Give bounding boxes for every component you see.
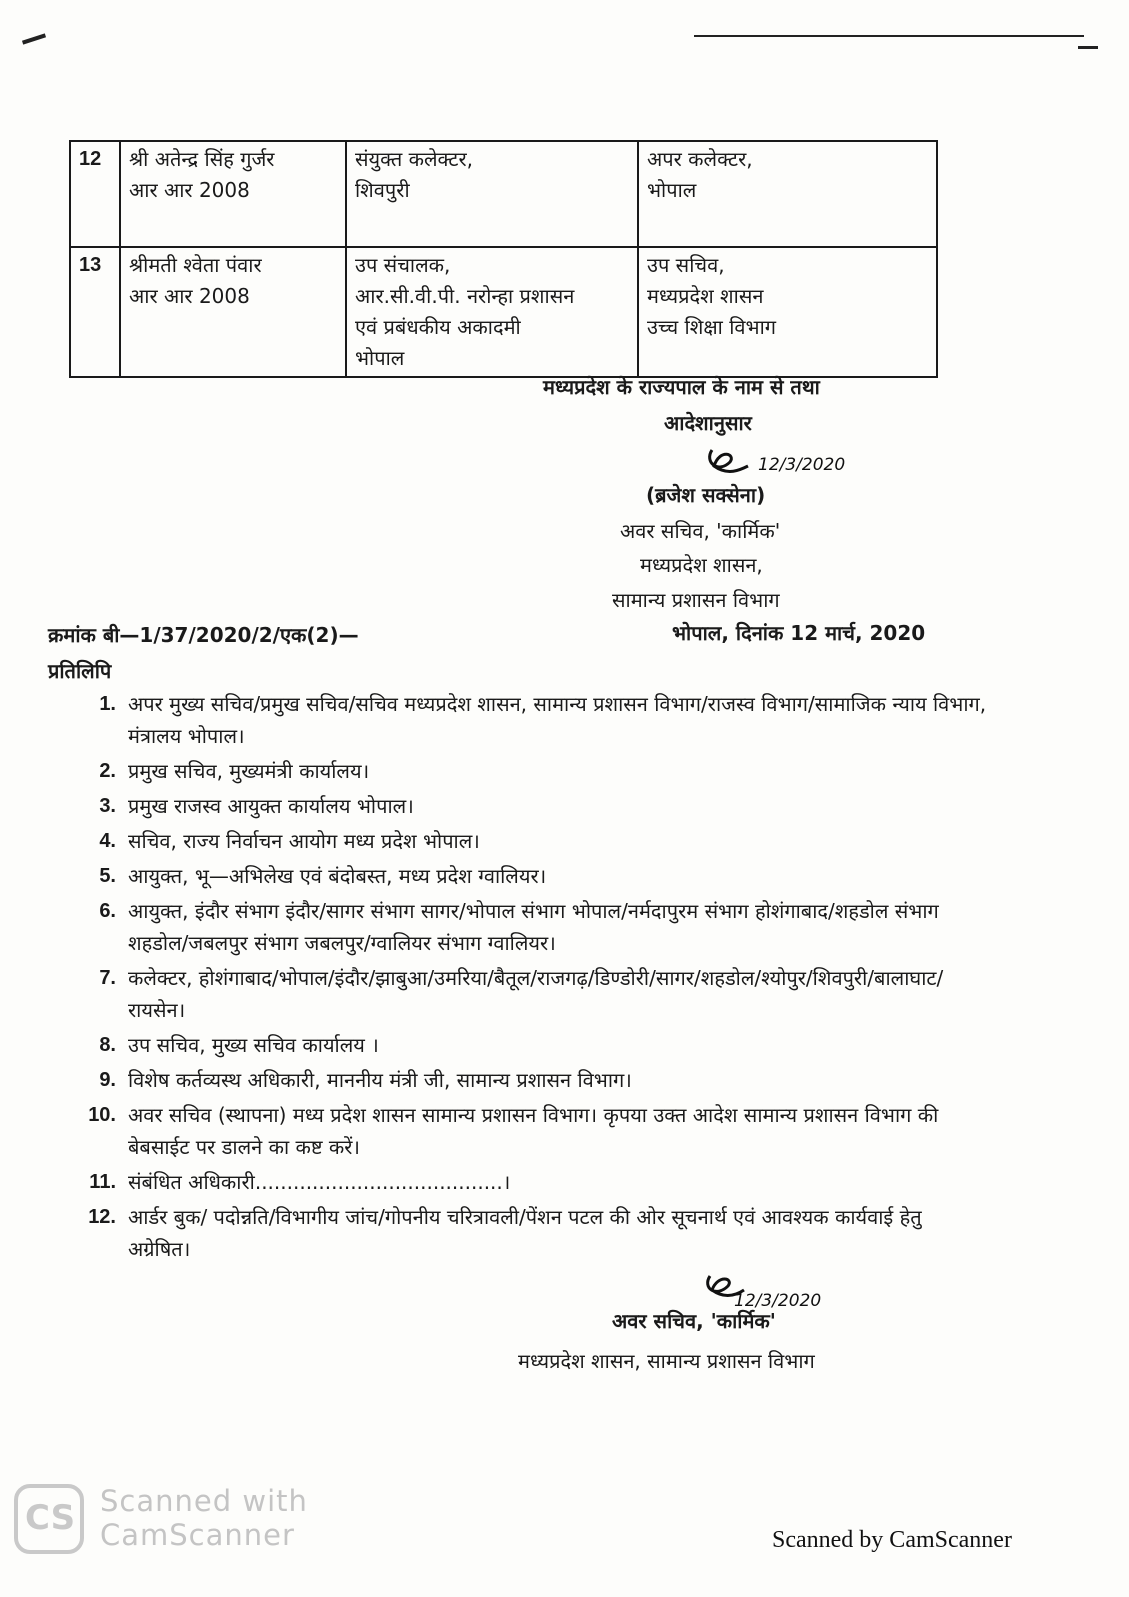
current-post xyxy=(346,141,638,247)
serial-number: 12 xyxy=(70,141,120,247)
copy-heading: प्रतिलिपि xyxy=(48,659,112,683)
list-item-text: आयुक्त, भू—अभिलेख एवं बंदोबस्त, मध्य प्रदेश ग्वालियर। xyxy=(128,864,547,888)
transfer-table xyxy=(69,140,938,378)
closing-designation: अवर सचिव, 'कार्मिक' xyxy=(612,1309,776,1333)
signature-image xyxy=(700,1262,850,1312)
signatory-department: सामान्य प्रशासन विभाग xyxy=(612,588,780,612)
list-item xyxy=(70,688,990,752)
list-item xyxy=(70,860,990,892)
list-item-number: 4. xyxy=(99,830,116,852)
table-row xyxy=(70,141,937,247)
current-post-line: शिवपुरी xyxy=(355,178,410,202)
watermark-line: Scanned with xyxy=(100,1484,308,1518)
signatory-government: मध्यप्रदेश शासन, xyxy=(640,553,763,577)
new-post-line: भोपाल xyxy=(647,178,697,202)
list-item-number: 10. xyxy=(88,1104,116,1126)
current-post-line: संयुक्त कलेक्टर, xyxy=(355,147,474,171)
officer-name xyxy=(120,247,346,377)
camscanner-logo-text: CS xyxy=(25,1498,76,1538)
table-row xyxy=(70,247,937,377)
officer-name-line: श्रीमती श्वेता पंवार xyxy=(129,253,262,277)
current-post-line: उप संचालक, xyxy=(355,253,451,277)
list-item-text: उप सचिव, मुख्य सचिव कार्यालय । xyxy=(128,1033,379,1057)
officer-name xyxy=(120,141,346,247)
list-item-text: संबंधित अधिकारी.......................................। xyxy=(128,1170,511,1194)
list-item xyxy=(70,1064,990,1096)
list-item xyxy=(70,962,990,1026)
list-item-number: 9. xyxy=(99,1069,116,1091)
list-item-text: प्रमुख सचिव, मुख्यमंत्री कार्यालय। xyxy=(128,759,370,783)
current-post-line: एवं प्रबंधकीय अकादमी xyxy=(355,315,521,339)
current-post-line: भोपाल xyxy=(355,346,405,370)
list-item-number: 3. xyxy=(99,795,116,817)
list-item-text: अपर मुख्य सचिव/प्रमुख सचिव/सचिव मध्यप्रदेश शासन, सामान्य प्रशासन विभाग/राजस्व विभाग/सामाजिक न्याय विभाग, मंत्रालय भोपाल। xyxy=(128,692,987,748)
copy-list xyxy=(70,688,990,1268)
list-item-text: कलेक्टर, होशंगाबाद/भोपाल/इंदौर/झाबुआ/उमरिया/बैतूल/राजगढ़/डिण्डोरी/सागर/शहडोल/श्योपुर/शिवपुरी/बालाघाट/रायसेन। xyxy=(128,966,944,1022)
list-item xyxy=(70,1166,990,1198)
list-item-number: 12. xyxy=(88,1206,116,1228)
officer-name-line: श्री अतेन्द्र सिंह गुर्जर xyxy=(129,147,275,171)
list-item-number: 8. xyxy=(99,1034,116,1056)
list-item-text: सचिव, राज्य निर्वाचन आयोग मध्य प्रदेश भोपाल। xyxy=(128,829,480,853)
signature-date: 12/3/2020 xyxy=(758,455,846,475)
reference-place-date: भोपाल, दिनांक 12 मार्च, 2020 xyxy=(672,621,926,645)
scan-mark-topright xyxy=(1078,46,1098,49)
reference-number: क्रमांक बी—1/37/2020/2/एक(2)— xyxy=(48,623,359,647)
authority-line: मध्यप्रदेश के राज्यपाल के नाम से तथा xyxy=(543,375,820,399)
list-item xyxy=(70,825,990,857)
new-post-line: उच्च शिक्षा विभाग xyxy=(647,315,777,339)
authority-line: आदेशानुसार xyxy=(664,411,752,435)
list-item-number: 1. xyxy=(99,693,116,715)
list-item-text: अवर सचिव (स्थापना) मध्य प्रदेश शासन सामान्य प्रशासन विभाग। कृपया उक्त आदेश सामान्य प्रशासन विभाग की बेबसाईट पर डालने का कष्ट करें। xyxy=(128,1103,939,1159)
list-item-number: 2. xyxy=(99,760,116,782)
new-post-line: मध्यप्रदेश शासन xyxy=(647,284,764,308)
camscanner-watermark xyxy=(100,1484,308,1552)
watermark-line: CamScanner xyxy=(100,1518,295,1552)
scan-mark-topleft xyxy=(22,33,46,44)
list-item-number: 7. xyxy=(99,967,116,989)
new-post-line: उप सचिव, xyxy=(647,253,725,277)
scan-line-top xyxy=(694,35,1084,37)
camscanner-footer: Scanned by CamScanner xyxy=(772,1527,1012,1553)
closing-department: मध्यप्रदेश शासन, सामान्य प्रशासन विभाग xyxy=(518,1349,815,1373)
new-post-line: अपर कलेक्टर, xyxy=(647,147,753,171)
list-item-number: 11. xyxy=(89,1171,116,1193)
list-item-text: आर्डर बुक/ पदोन्नति/विभागीय जांच/गोपनीय चरित्रावली/पेंशन पटल की ओर सूचनार्थ एवं आवश्यक कार्यवाई हेतु अग्रेषित। xyxy=(128,1205,922,1261)
list-item-text: आयुक्त, इंदौर संभाग इंदौर/सागर संभाग सागर/भोपाल संभाग भोपाल/नर्मदापुरम संभाग होशंगाबाद/शहडोल संभाग शहडोल/जबलपुर संभाग जबलपुर/ग्वालियर संभाग ग्वालियर। xyxy=(128,899,939,955)
list-item xyxy=(70,755,990,787)
list-item xyxy=(70,1201,990,1265)
list-item xyxy=(70,895,990,959)
current-post xyxy=(346,247,638,377)
officer-batch-line: आर आर 2008 xyxy=(129,284,250,308)
list-item xyxy=(70,1099,990,1163)
new-post xyxy=(638,247,937,377)
current-post-line: आर.सी.वी.पी. नरोन्हा प्रशासन xyxy=(355,284,575,308)
officer-batch-line: आर आर 2008 xyxy=(129,178,250,202)
camscanner-logo xyxy=(14,1484,84,1554)
list-item-number: 6. xyxy=(99,900,116,922)
list-item xyxy=(70,1029,990,1061)
serial-number: 13 xyxy=(70,247,120,377)
signatory-name: (ब्रजेश सक्सेना) xyxy=(646,483,766,507)
signatory-designation: अवर सचिव, 'कार्मिक' xyxy=(620,519,781,543)
list-item-text: प्रमुख राजस्व आयुक्त कार्यालय भोपाल। xyxy=(128,794,414,818)
signature-date: 12/3/2020 xyxy=(734,1291,822,1311)
list-item xyxy=(70,790,990,822)
new-post xyxy=(638,141,937,247)
list-item-text: विशेष कर्तव्यस्थ अधिकारी, माननीय मंत्री जी, सामान्य प्रशासन विभाग। xyxy=(128,1068,632,1092)
list-item-number: 5. xyxy=(99,865,116,887)
signature-image xyxy=(700,436,850,486)
